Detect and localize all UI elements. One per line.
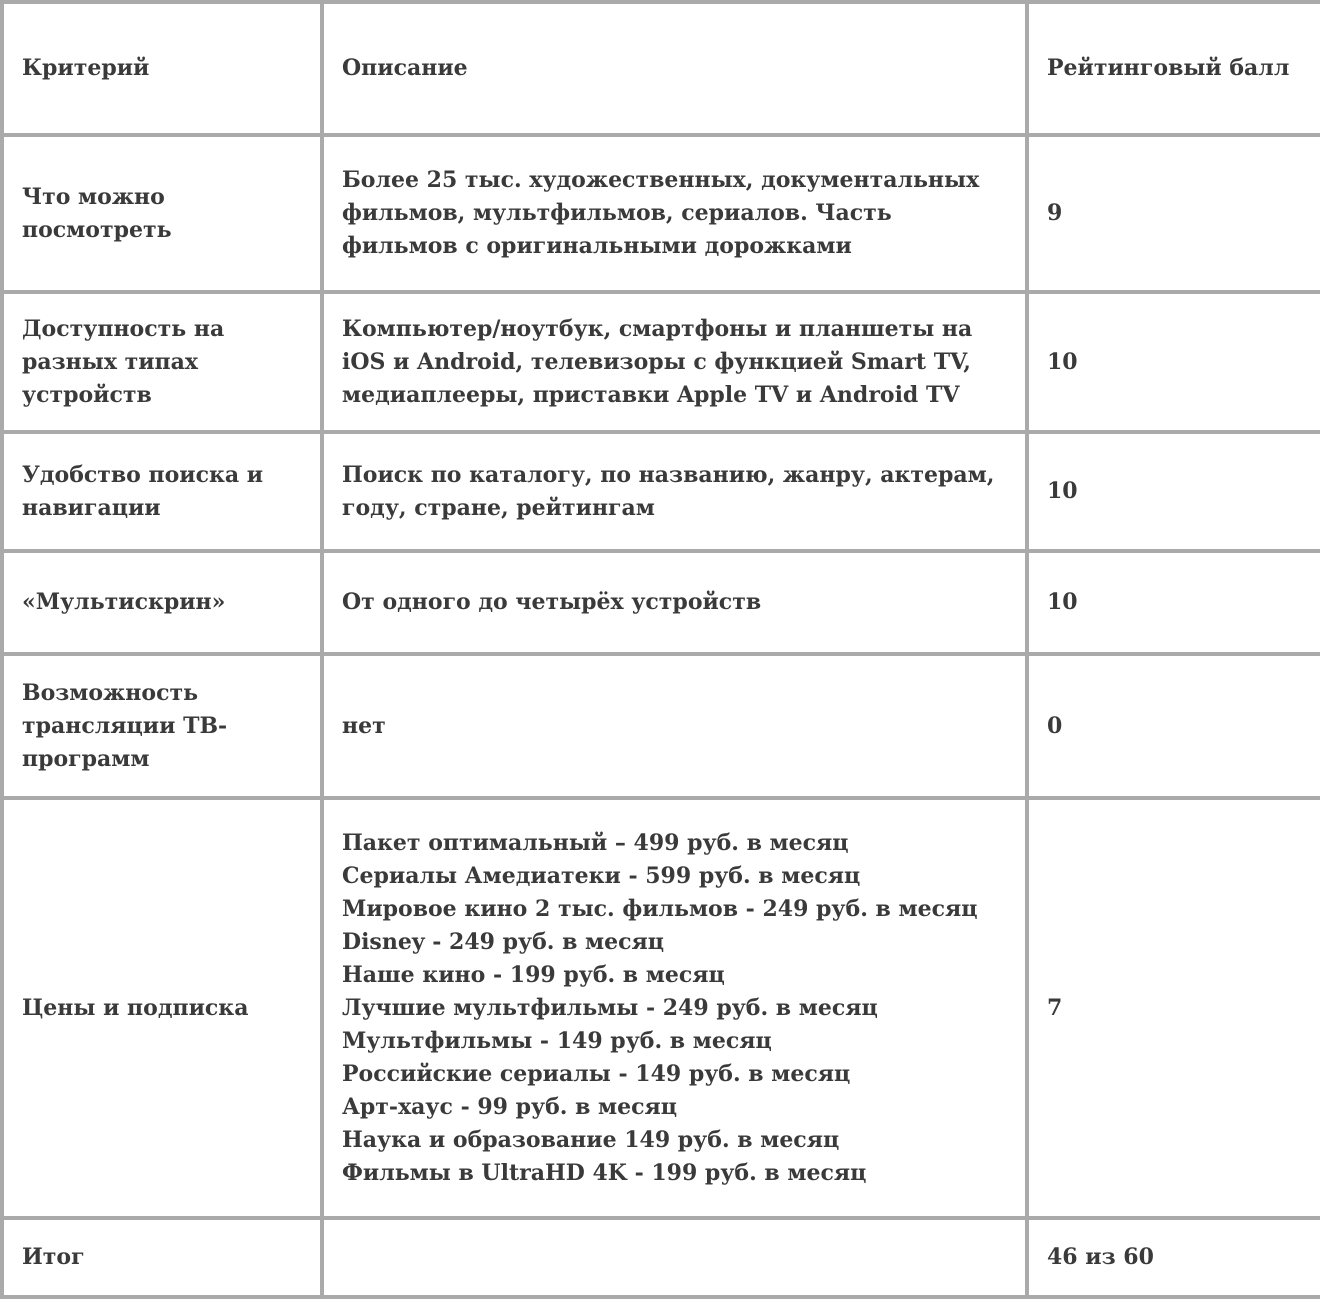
price-line: Фильмы в UltraHD 4K - 199 руб. в месяц bbox=[342, 1159, 867, 1186]
price-line: Арт-хаус - 99 руб. в месяц bbox=[342, 1093, 678, 1120]
row-score: 10 bbox=[1027, 551, 1320, 654]
row-criterion: Возможность трансляции ТВ-программ bbox=[2, 654, 322, 798]
row-score: 9 bbox=[1027, 135, 1320, 292]
table-row bbox=[2, 432, 1320, 551]
row-description: Поиск по каталогу, по названию, жанру, актерам, году, стране, рейтингам bbox=[322, 432, 1027, 551]
table-total-row bbox=[2, 1218, 1320, 1297]
row-criterion: Доступность на разных типах устройств bbox=[2, 292, 322, 432]
price-line: Наука и образование 149 руб. в месяц bbox=[342, 1126, 840, 1153]
table-row bbox=[2, 654, 1320, 798]
price-line: Российские сериалы - 149 руб. в месяц bbox=[342, 1060, 851, 1087]
row-criterion: Что можно посмотреть bbox=[2, 135, 322, 292]
total-score: 46 из 60 bbox=[1027, 1218, 1320, 1297]
table-row bbox=[2, 135, 1320, 292]
header-score: Рейтинговый балл bbox=[1027, 2, 1320, 135]
price-line: Disney - 249 руб. в месяц bbox=[342, 928, 665, 955]
row-description: Компьютер/ноутбук, смартфоны и планшеты на iOS и Android, телевизоры с функцией Smart TV, медиаплееры, приставки Apple TV и Android TV bbox=[322, 292, 1027, 432]
total-description bbox=[322, 1218, 1027, 1297]
row-criterion: Удобство поиска и навигации bbox=[2, 432, 322, 551]
table-header-row bbox=[2, 2, 1320, 135]
table-row bbox=[2, 551, 1320, 654]
table-row bbox=[2, 798, 1320, 1218]
row-description: Более 25 тыс. художественных, документальных фильмов, мультфильмов, сериалов. Часть фильмов с оригинальными дорожками bbox=[322, 135, 1027, 292]
total-criterion: Итог bbox=[2, 1218, 322, 1297]
price-line: Пакет оптимальный – 499 руб. в месяц bbox=[342, 829, 849, 856]
row-criterion: Цены и подписка bbox=[2, 798, 322, 1218]
row-description: От одного до четырёх устройств bbox=[322, 551, 1027, 654]
row-score: 10 bbox=[1027, 432, 1320, 551]
row-description-price-list bbox=[322, 798, 1027, 1218]
row-criterion: «Мультискрин» bbox=[2, 551, 322, 654]
price-line: Лучшие мультфильмы - 249 руб. в месяц bbox=[342, 994, 878, 1021]
row-score: 0 bbox=[1027, 654, 1320, 798]
header-description: Описание bbox=[322, 2, 1027, 135]
price-line: Мировое кино 2 тыс. фильмов - 249 руб. в месяц bbox=[342, 895, 978, 922]
row-description: нет bbox=[322, 654, 1027, 798]
row-score: 10 bbox=[1027, 292, 1320, 432]
row-score: 7 bbox=[1027, 798, 1320, 1218]
price-line: Наше кино - 199 руб. в месяц bbox=[342, 961, 725, 988]
table-row bbox=[2, 292, 1320, 432]
price-line: Мультфильмы - 149 руб. в месяц bbox=[342, 1027, 772, 1054]
price-line: Сериалы Амедиатеки - 599 руб. в месяц bbox=[342, 862, 861, 889]
header-criterion: Критерий bbox=[2, 2, 322, 135]
